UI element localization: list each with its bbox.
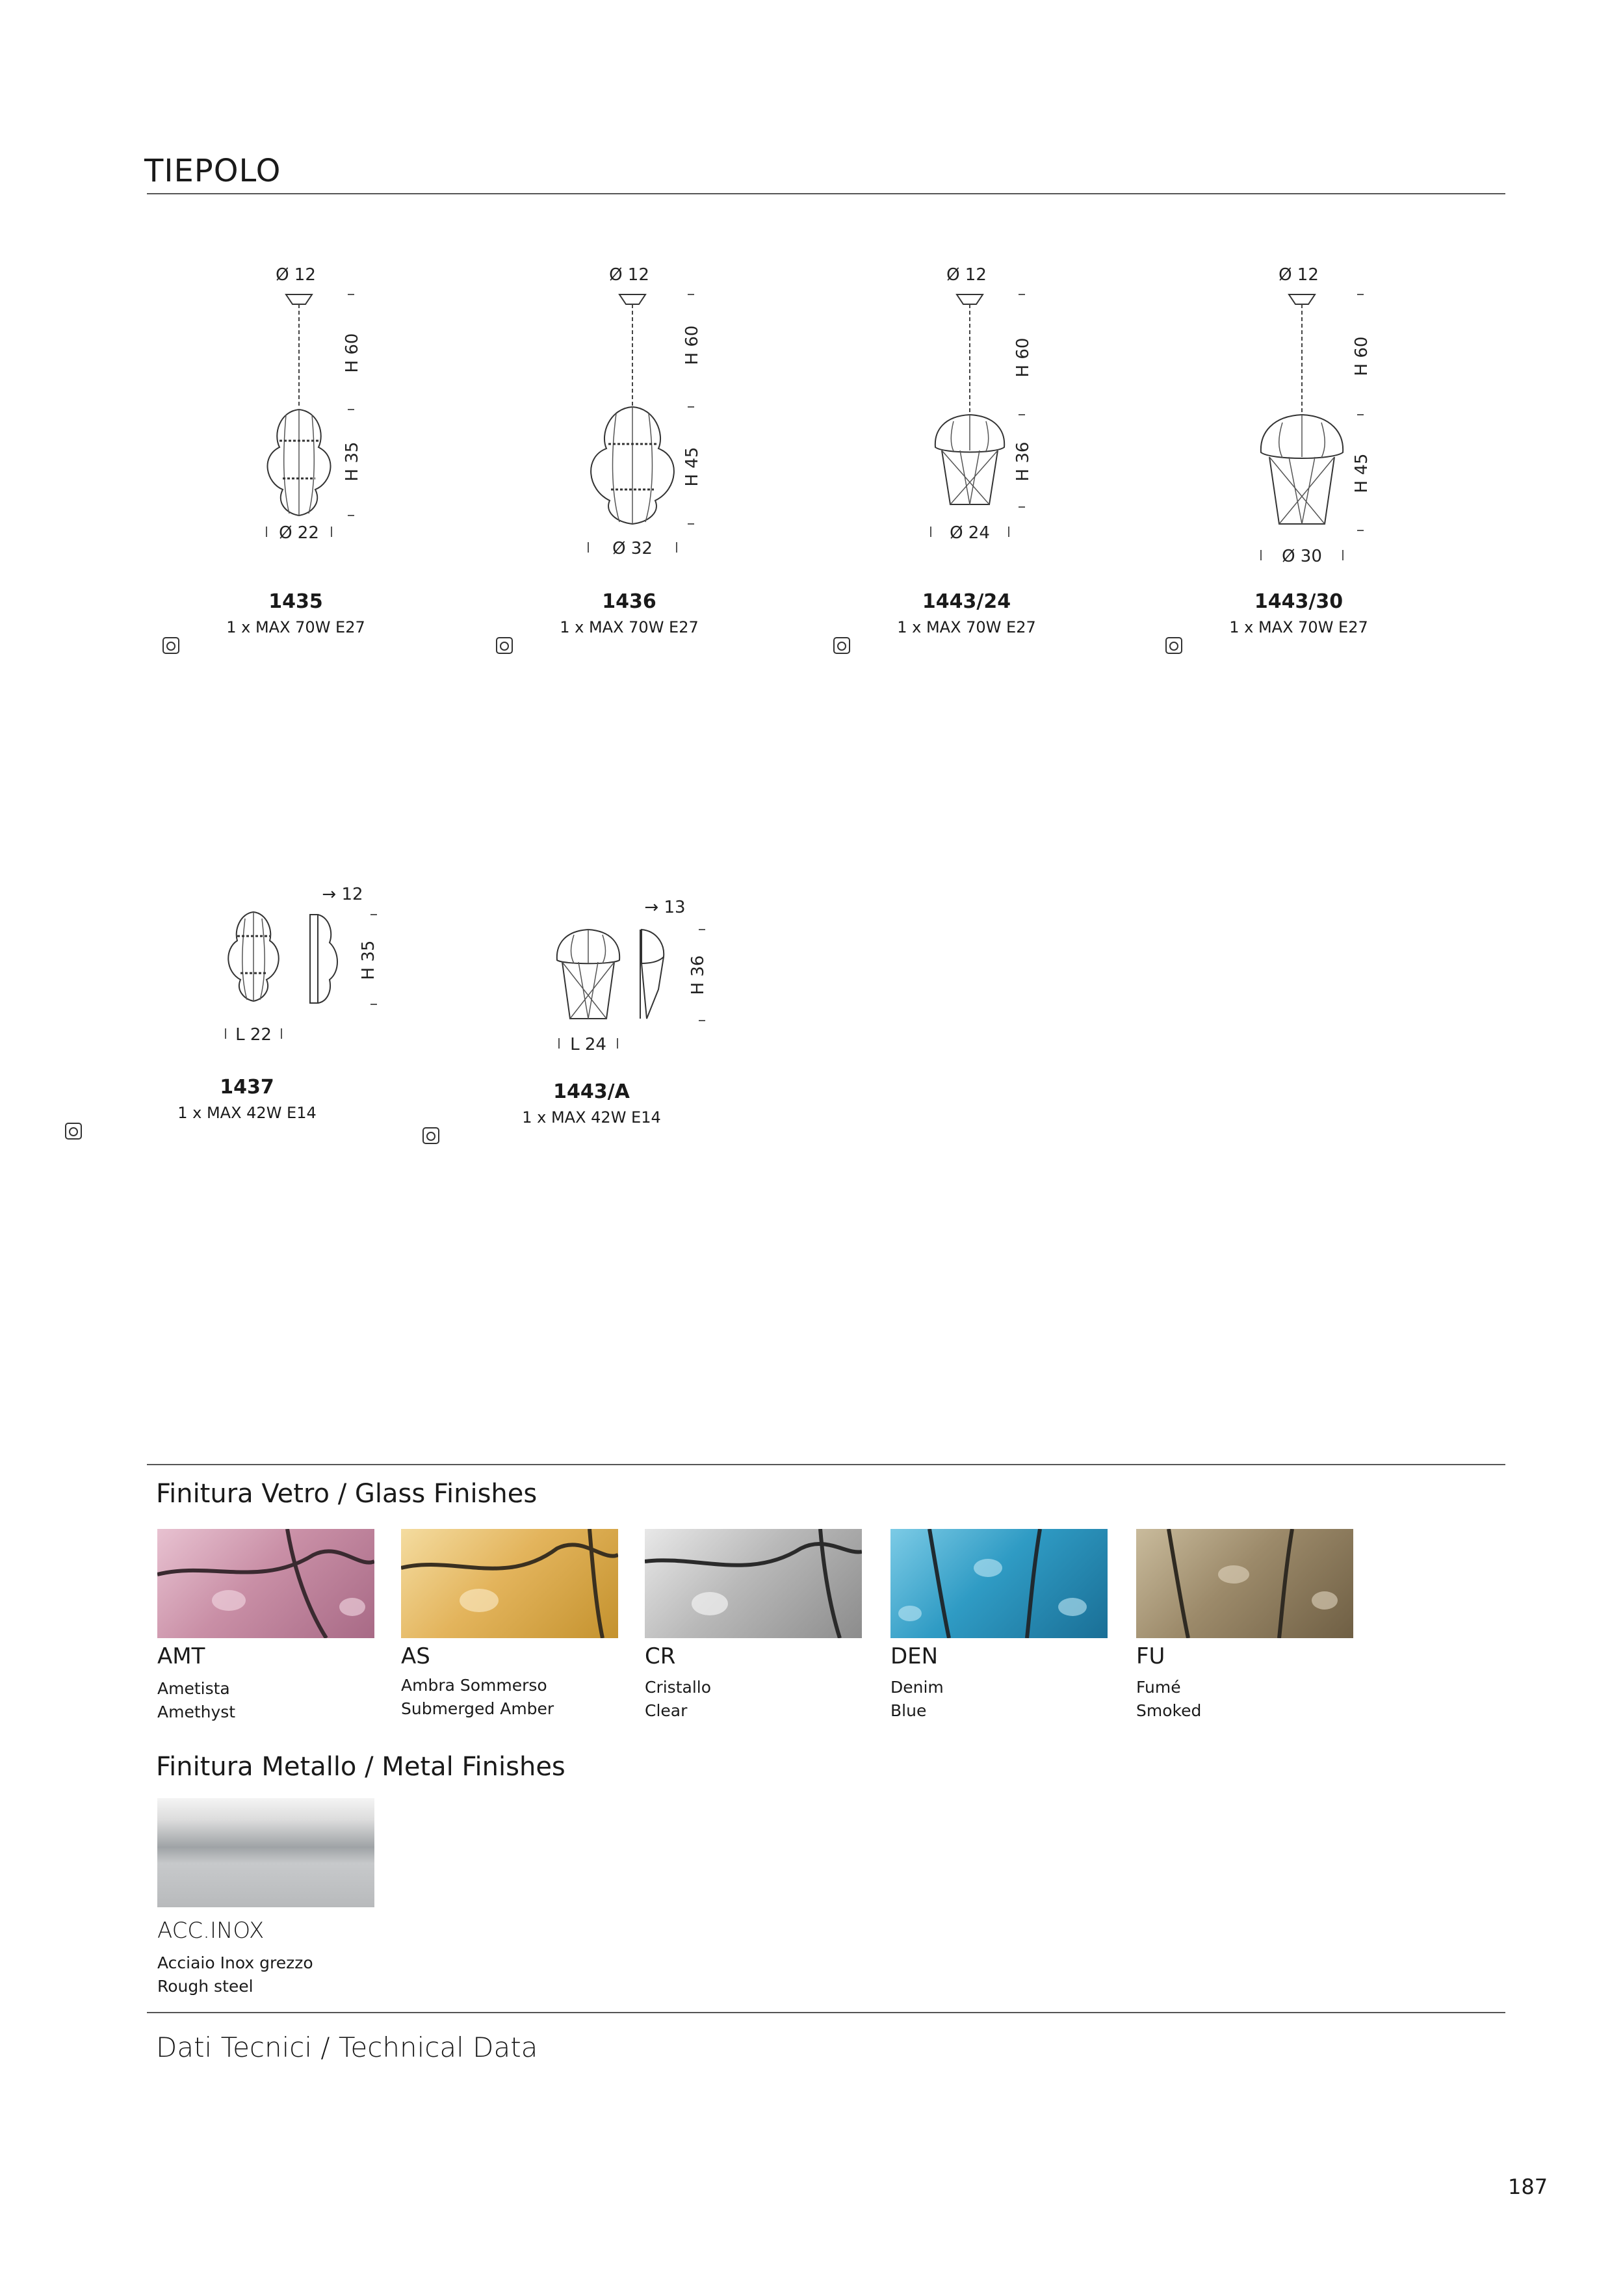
- wall-lamp-1443a-drawing: [491, 892, 764, 1080]
- h-chain-1436: H 60: [682, 325, 702, 365]
- product-code-1443-30: 1443/30: [1254, 590, 1344, 613]
- pendant-1435-drawing: [159, 259, 432, 590]
- product-code-1443a: 1443/A: [553, 1080, 630, 1103]
- finish-name-acc-inox: Acciaio Inox grezzo Rough steel: [157, 1953, 313, 1996]
- page-number: 187: [1508, 2174, 1548, 2199]
- h-body-1443-24: H 36: [1013, 441, 1033, 482]
- title-divider: [147, 193, 1505, 194]
- swatch-amt: [157, 1529, 374, 1638]
- dim-top-1435: Ø 12: [276, 265, 316, 285]
- h-body-1443-30: H 45: [1352, 453, 1371, 493]
- finish-name-fu: Fumé Smoked: [1136, 1678, 1202, 1720]
- product-1443-a: [491, 892, 764, 1145]
- dim-top-1443-24: Ø 12: [946, 265, 987, 285]
- h-body-1435: H 35: [343, 441, 362, 482]
- finish-code-cr: CR: [645, 1643, 676, 1669]
- bulb-icon: [64, 1122, 83, 1140]
- finish-code-fu: FU: [1136, 1643, 1165, 1669]
- depth-1443a: → 13: [644, 898, 686, 917]
- dim-bottom-1443-24: Ø 24: [950, 523, 990, 543]
- product-spec-1436: 1 x MAX 70W E27: [493, 618, 766, 655]
- h-chain-1443-30: H 60: [1352, 336, 1371, 376]
- bulb-icon: [422, 1127, 440, 1145]
- metal-finishes-title: Finitura Metallo / Metal Finishes: [156, 1752, 565, 1782]
- dim-top-1436: Ø 12: [609, 265, 649, 285]
- finish-name-as: Ambra Sommerso Submerged Amber: [401, 1676, 554, 1718]
- pendant-1443-24-drawing: [830, 259, 1103, 590]
- product-1436: [493, 259, 766, 655]
- product-spec-1437: 1 x MAX 42W E14: [62, 1104, 432, 1140]
- h-body-1443a: H 36: [688, 955, 708, 995]
- h-chain-1435: H 60: [343, 333, 362, 373]
- pendant-1436-drawing: [493, 259, 766, 590]
- h-body-1437: H 35: [359, 940, 378, 980]
- product-spec-1443a: 1 x MAX 42W E14: [419, 1108, 764, 1145]
- bulb-icon: [1165, 636, 1183, 655]
- technical-data-title: Dati Tecnici / Technical Data: [156, 2031, 538, 2063]
- finishes-divider: [147, 1464, 1505, 1465]
- finish-code-amt: AMT: [157, 1643, 205, 1669]
- swatch-as: [401, 1529, 618, 1638]
- swatch-cr: [645, 1529, 862, 1638]
- product-code-1437: 1437: [220, 1076, 274, 1099]
- depth-1437: → 12: [322, 885, 363, 904]
- product-1443-30: [1162, 259, 1435, 655]
- product-code-1436: 1436: [602, 590, 656, 613]
- pendant-1443-30-drawing: [1162, 259, 1435, 590]
- dim-top-1443-30: Ø 12: [1279, 265, 1319, 285]
- finish-code-den: DEN: [890, 1643, 939, 1669]
- finish-name-amt: Ametista Amethyst: [157, 1679, 236, 1721]
- product-code-1443-24: 1443/24: [922, 590, 1011, 613]
- width-1437: L 22: [235, 1025, 272, 1045]
- bulb-icon: [162, 636, 180, 655]
- swatch-acc-inox: [157, 1798, 374, 1907]
- swatch-fu: [1136, 1529, 1353, 1638]
- product-spec-1435: 1 x MAX 70W E27: [159, 618, 432, 655]
- page-title: TIEPOLO: [144, 153, 281, 189]
- width-1443a: L 24: [570, 1035, 606, 1054]
- glass-finishes-title: Finitura Vetro / Glass Finishes: [156, 1479, 538, 1509]
- product-1437: [159, 881, 432, 1140]
- h-body-1436: H 45: [682, 447, 702, 487]
- technical-divider: [147, 2012, 1505, 2013]
- wall-lamp-1437-drawing: [159, 881, 432, 1076]
- bulb-icon: [495, 636, 513, 655]
- dim-bottom-1436: Ø 32: [612, 539, 653, 558]
- product-1443-24: [830, 259, 1103, 655]
- product-spec-1443-24: 1 x MAX 70W E27: [830, 618, 1103, 655]
- finish-name-den: Denim Blue: [890, 1678, 944, 1720]
- finish-code-acc-inox: ACC.INOX: [157, 1918, 265, 1944]
- product-code-1435: 1435: [268, 590, 323, 613]
- finish-code-as: AS: [401, 1643, 430, 1669]
- product-1435: [159, 259, 432, 655]
- h-chain-1443-24: H 60: [1013, 337, 1033, 378]
- bulb-icon: [833, 636, 851, 655]
- finish-name-cr: Cristallo Clear: [645, 1678, 712, 1720]
- dim-bottom-1435: Ø 22: [279, 523, 319, 543]
- dim-bottom-1443-30: Ø 30: [1282, 547, 1322, 566]
- product-spec-1443-30: 1 x MAX 70W E27: [1162, 618, 1435, 655]
- swatch-den: [890, 1529, 1108, 1638]
